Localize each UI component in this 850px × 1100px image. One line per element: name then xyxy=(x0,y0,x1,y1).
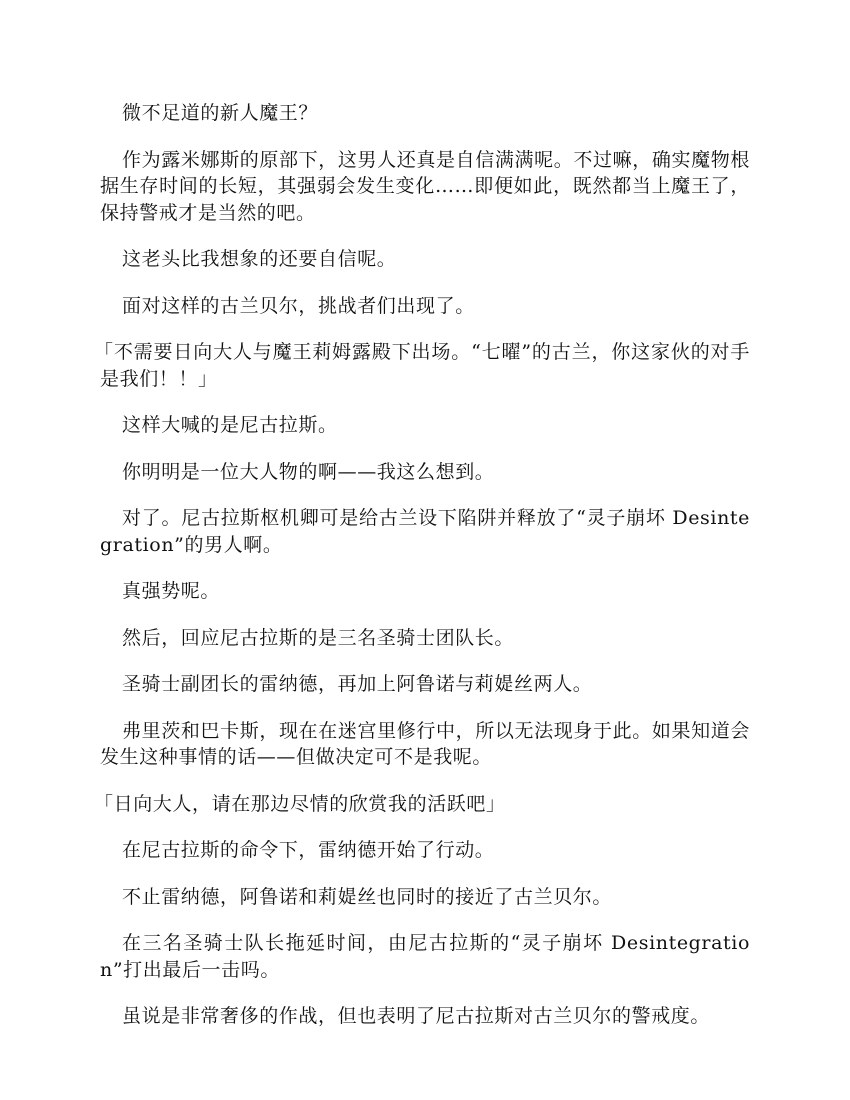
paragraph: 这样大喊的是尼古拉斯。 xyxy=(122,414,338,436)
paragraph: 面对这样的古兰贝尔，挑战者们出现了。 xyxy=(122,294,475,317)
document-page xyxy=(94,100,750,1050)
paragraph: 作为露米娜斯的原部下，这男人还真是自信满满呢。不过嘛，确实魔物根据生存时间的长短，其强弱会发生变化……即便如此，既然都当上魔王了，保持警戒才是当然的吧。 xyxy=(100,148,750,224)
paragraph: 你明明是一位大人物的啊——我这么想到。 xyxy=(122,460,495,483)
paragraph: 弗里茨和巴卡斯，现在在迷宫里修行中，所以无法现身于此。如果知道会发生这种事情的话——但做决定可不是我呢。 xyxy=(100,719,750,768)
paragraph: 这老头比我想象的还要自信呢。 xyxy=(122,248,397,270)
paragraph: 在尼古拉斯的命令下，雷纳德开始了行动。 xyxy=(122,839,495,861)
paragraph: 不止雷纳德，阿鲁诺和莉媞丝也同时的接近了古兰贝尔。 xyxy=(122,885,613,908)
dialogue-paragraph: 「日向大人，请在那边尽情的欣赏我的活跃吧」 xyxy=(94,792,506,815)
paragraph: 圣骑士副团长的雷纳德，再加上阿鲁诺与莉媞丝两人。 xyxy=(122,673,593,695)
paragraph: 微不足道的新人魔王？ xyxy=(122,102,319,124)
paragraph: 在三名圣骑士队长拖延时间，由尼古拉斯的“灵子崩坏 Desintegration”打出最后一击吗。 xyxy=(100,932,750,981)
paragraph: 然后，回应尼古拉斯的是三名圣骑士团队长。 xyxy=(122,626,515,649)
paragraph: 真强势呢。 xyxy=(122,580,221,602)
dialogue-paragraph: 「不需要日向大人与魔王莉姆露殿下出场。“七曜”的古兰，你这家伙的对手是我们！！」 xyxy=(94,341,750,390)
paragraph: 虽说是非常奢侈的作战，但也表明了尼古拉斯对古兰贝尔的警戒度。 xyxy=(122,1005,711,1027)
paragraph: 对了。尼古拉斯枢机卿可是给古兰设下陷阱并释放了“灵子崩坏 Desintegration”的男人啊。 xyxy=(100,507,750,556)
